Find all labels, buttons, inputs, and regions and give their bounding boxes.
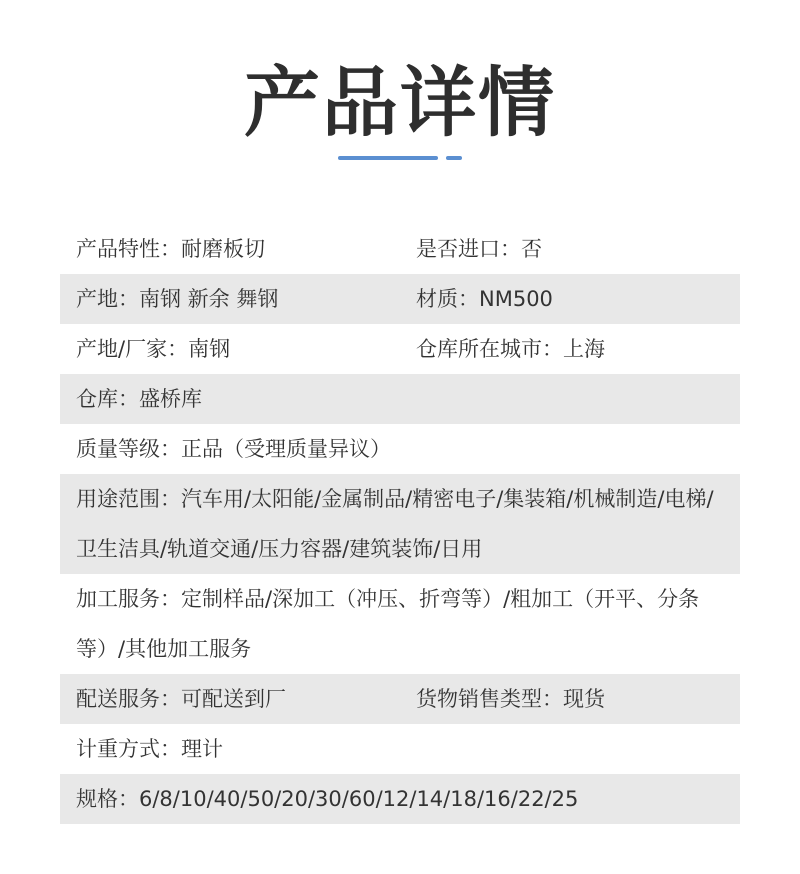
spec-row-quality <box>60 424 740 474</box>
spec-usage: 用途范围：汽车用/太阳能/金属制品/精密电子/集装箱/机械制造/电梯/卫生洁具/轨道交通/压力容器/建筑装饰/日用 <box>76 487 714 561</box>
title-underline <box>338 156 438 160</box>
spec-warehouse-city: 仓库所在城市：上海 <box>416 337 605 361</box>
spec-row-delivery <box>60 674 740 724</box>
spec-origin: 产地：南钢 新余 舞钢 <box>76 287 279 311</box>
spec-quality: 质量等级：正品（受理质量异议） <box>76 437 391 461</box>
spec-manufacturer: 产地/厂家：南钢 <box>76 337 231 361</box>
spec-row-weighing <box>60 724 740 774</box>
spec-row-manufacturer <box>60 324 740 374</box>
spec-delivery: 配送服务：可配送到厂 <box>76 687 286 711</box>
spec-row-usage <box>60 474 740 574</box>
spec-processing: 加工服务：定制样品/深加工（冲压、折弯等）/粗加工（开平、分条等）/其他加工服务 <box>76 587 700 661</box>
spec-sale-type: 货物销售类型：现货 <box>416 687 605 711</box>
spec-row-origin <box>60 274 740 324</box>
page-title: 产品详情 <box>244 58 556 147</box>
spec-imported: 是否进口：否 <box>416 237 542 261</box>
spec-weighing: 计重方式：理计 <box>76 737 223 761</box>
spec-row-size <box>60 774 740 824</box>
spec-size: 规格：6/8/10/40/50/20/30/60/12/14/18/16/22/25 <box>76 787 579 811</box>
spec-row-features <box>60 224 740 274</box>
spec-row-warehouse <box>60 374 740 424</box>
spec-features: 产品特性：耐磨板切 <box>76 237 265 261</box>
title-underline-dot <box>446 156 462 160</box>
spec-table <box>60 224 740 824</box>
spec-warehouse: 仓库：盛桥库 <box>76 387 202 411</box>
spec-material: 材质：NM500 <box>416 287 553 311</box>
spec-row-processing <box>60 574 740 674</box>
